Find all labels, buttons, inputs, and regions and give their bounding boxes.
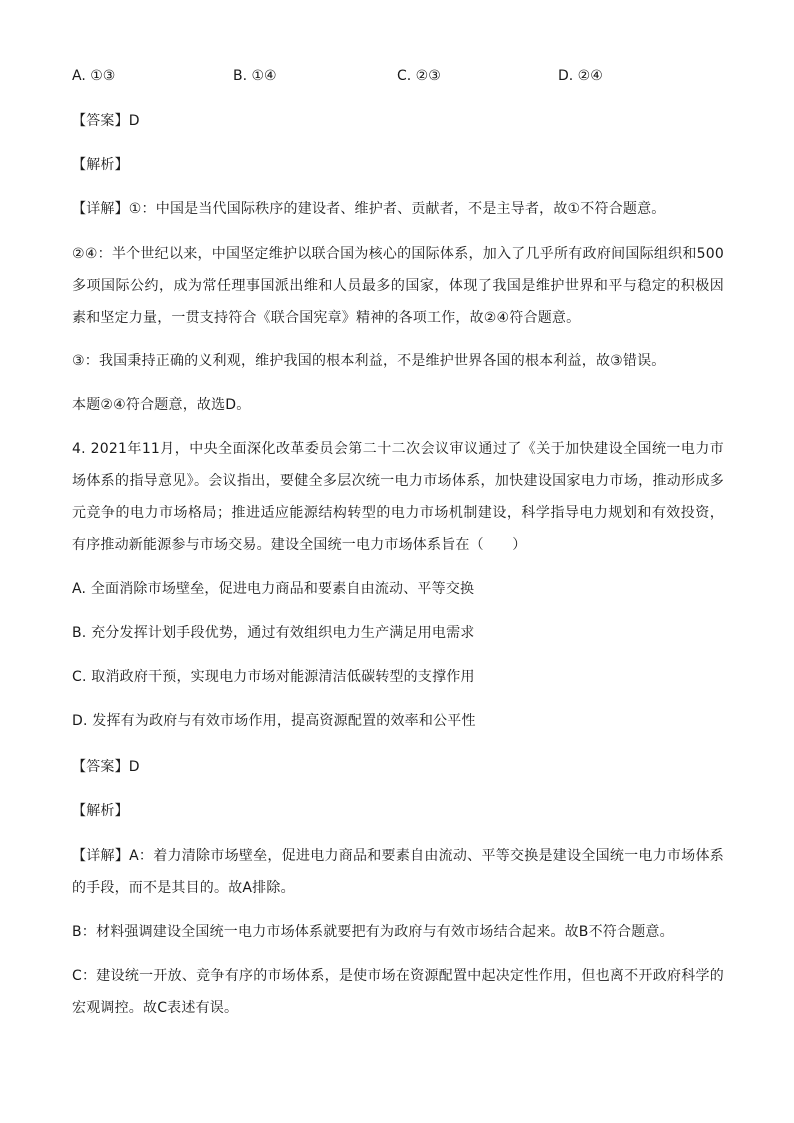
q3-analysis-label: 【解析】 xyxy=(72,157,129,173)
q3-detail-1: 【详解】①：中国是当代国际秩序的建设者、维护者、贡献者，不是主导者，故①不符合题意。 xyxy=(72,201,666,217)
q4-option-b: B. 充分发挥计划手段优势，通过有效组织电力生产满足用电需求 xyxy=(72,625,475,641)
q3-option-b: B. ①④ xyxy=(233,68,277,84)
q3-answer: 【答案】D xyxy=(72,113,140,129)
q4-option-d: D. 发挥有为政府与有效市场作用，提高资源配置的效率和公平性 xyxy=(72,713,476,729)
q4-answer: 【答案】D xyxy=(72,759,140,775)
q3-options xyxy=(72,66,722,86)
q3-detail-2: ②④：半个世纪以来，中国坚定维护以联合国为核心的国际体系，加入了几乎所有政府间国际组织和500多项国际公约，成为常任理事国派出维和人员最多的国家，体现了我国是维护世界和平与稳定的积极因素和坚定力量，一贯支持符合《联合国宪章》精神的各项工作，故②④符合题意。 xyxy=(72,246,724,326)
q4-detail-c: C：建设统一开放、竞争有序的市场体系，是使市场在资源配置中起决定性作用，但也离不开政府科学的宏观调控。故C表述有误。 xyxy=(72,968,724,1016)
q3-option-c: C. ②③ xyxy=(397,68,441,84)
q4-option-c: C. 取消政府干预，实现电力市场对能源清洁低碳转型的支撑作用 xyxy=(72,669,475,685)
q4-stem: 4. 2021年11月，中央全面深化改革委员会第二十二次会议审议通过了《关于加快建设全国统一电力市场体系的指导意见》。会议指出，要健全多层次统一电力市场体系，加快建设国家电力市场，推动形成多元竞争的电力市场格局；推进适应能源结构转型的电力市场机制建设，科学指导电力规划和有效投资，有序推动新能源参与市场交易。建设全国统一电力市场体系旨在（ ） xyxy=(72,441,724,553)
q4-detail-a: 【详解】A：着力清除市场壁垒，促进电力商品和要素自由流动、平等交换是建设全国统一电力市场体系的手段，而不是其目的。故A排除。 xyxy=(72,848,724,896)
q3-option-d: D. ②④ xyxy=(558,68,603,84)
q3-conclusion: 本题②④符合题意，故选D。 xyxy=(72,397,251,413)
q3-option-a: A. ①③ xyxy=(72,68,116,84)
q4-analysis-label: 【解析】 xyxy=(72,803,129,819)
q3-detail-3: ③：我国秉持正确的义利观，维护我国的根本利益，不是维护世界各国的根本利益，故③错误。 xyxy=(72,353,666,369)
q4-option-a: A. 全面消除市场壁垒，促进电力商品和要素自由流动、平等交换 xyxy=(72,581,475,597)
q4-detail-b: B：材料强调建设全国统一电力市场体系就要把有为政府与有效市场结合起来。故B不符合题意。 xyxy=(72,924,674,940)
